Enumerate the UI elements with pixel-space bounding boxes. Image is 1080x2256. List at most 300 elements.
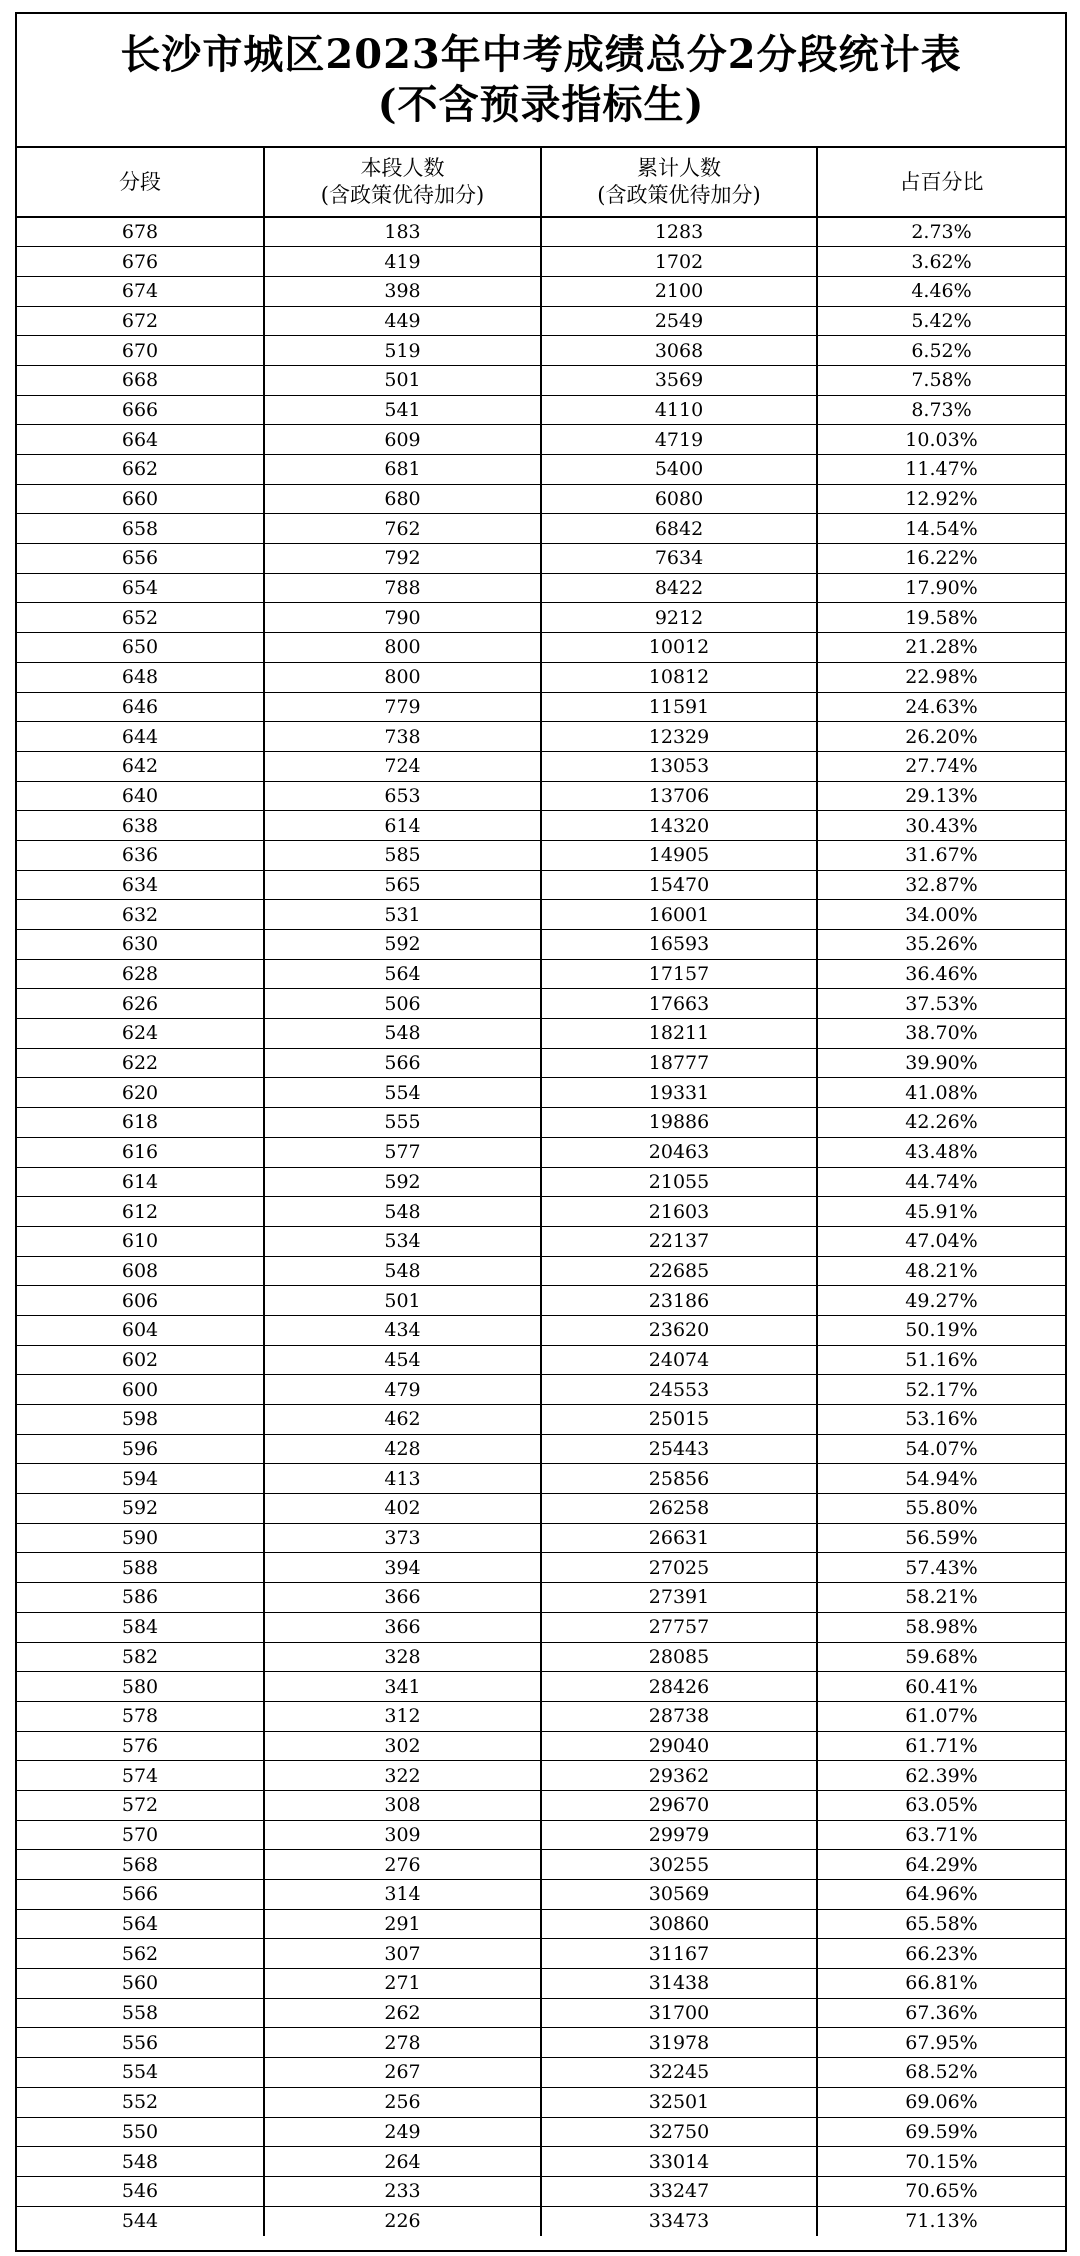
cell-percentage: 4.46% bbox=[817, 276, 1065, 306]
cell-band-count: 402 bbox=[264, 1494, 541, 1524]
cell-score-band: 666 bbox=[17, 395, 264, 425]
cell-cumulative-count: 1702 bbox=[541, 247, 817, 277]
cell-percentage: 61.07% bbox=[817, 1701, 1065, 1731]
cell-percentage: 55.80% bbox=[817, 1494, 1065, 1524]
cell-score-band: 616 bbox=[17, 1137, 264, 1167]
cell-cumulative-count: 20463 bbox=[541, 1137, 817, 1167]
cell-percentage: 8.73% bbox=[817, 395, 1065, 425]
cell-band-count: 267 bbox=[264, 2058, 541, 2088]
cell-band-count: 541 bbox=[264, 395, 541, 425]
cell-score-band: 592 bbox=[17, 1494, 264, 1524]
cell-cumulative-count: 30860 bbox=[541, 1909, 817, 1939]
table-row bbox=[17, 1850, 1065, 1880]
cell-cumulative-count: 25856 bbox=[541, 1464, 817, 1494]
table-row bbox=[17, 1998, 1065, 2028]
cell-percentage: 41.08% bbox=[817, 1078, 1065, 1108]
cell-cumulative-count: 28738 bbox=[541, 1701, 817, 1731]
cell-cumulative-count: 2100 bbox=[541, 276, 817, 306]
table-row bbox=[17, 989, 1065, 1019]
cell-percentage: 69.59% bbox=[817, 2117, 1065, 2147]
cell-percentage: 16.22% bbox=[817, 544, 1065, 574]
table-row bbox=[17, 1464, 1065, 1494]
table-row bbox=[17, 276, 1065, 306]
cell-score-band: 672 bbox=[17, 306, 264, 336]
table-row bbox=[17, 633, 1065, 663]
cell-cumulative-count: 30569 bbox=[541, 1880, 817, 1910]
cell-percentage: 21.28% bbox=[817, 633, 1065, 663]
score-distribution-sheet bbox=[15, 12, 1067, 2252]
cell-cumulative-count: 26631 bbox=[541, 1523, 817, 1553]
cell-cumulative-count: 12329 bbox=[541, 722, 817, 752]
cell-percentage: 43.48% bbox=[817, 1137, 1065, 1167]
cell-band-count: 554 bbox=[264, 1078, 541, 1108]
cell-cumulative-count: 6080 bbox=[541, 484, 817, 514]
cell-score-band: 588 bbox=[17, 1553, 264, 1583]
cell-cumulative-count: 8422 bbox=[541, 573, 817, 603]
header-band-count bbox=[264, 148, 541, 217]
cell-band-count: 309 bbox=[264, 1820, 541, 1850]
cell-cumulative-count: 29040 bbox=[541, 1731, 817, 1761]
cell-cumulative-count: 3068 bbox=[541, 336, 817, 366]
cell-score-band: 612 bbox=[17, 1197, 264, 1227]
cell-cumulative-count: 10012 bbox=[541, 633, 817, 663]
cell-score-band: 620 bbox=[17, 1078, 264, 1108]
cell-score-band: 574 bbox=[17, 1761, 264, 1791]
table-row bbox=[17, 2087, 1065, 2117]
cell-percentage: 47.04% bbox=[817, 1226, 1065, 1256]
cell-band-count: 501 bbox=[264, 365, 541, 395]
table-row bbox=[17, 544, 1065, 574]
cell-cumulative-count: 30255 bbox=[541, 1850, 817, 1880]
cell-cumulative-count: 22685 bbox=[541, 1256, 817, 1286]
cell-score-band: 648 bbox=[17, 662, 264, 692]
table-row bbox=[17, 1405, 1065, 1435]
table-row bbox=[17, 1761, 1065, 1791]
cell-percentage: 36.46% bbox=[817, 959, 1065, 989]
cell-score-band: 590 bbox=[17, 1523, 264, 1553]
cell-score-band: 546 bbox=[17, 2176, 264, 2206]
cell-band-count: 792 bbox=[264, 544, 541, 574]
cell-percentage: 54.07% bbox=[817, 1434, 1065, 1464]
cell-percentage: 3.62% bbox=[817, 247, 1065, 277]
table-row bbox=[17, 1494, 1065, 1524]
cell-score-band: 596 bbox=[17, 1434, 264, 1464]
cell-percentage: 64.29% bbox=[817, 1850, 1065, 1880]
cell-percentage: 60.41% bbox=[817, 1672, 1065, 1702]
table-row bbox=[17, 573, 1065, 603]
cell-band-count: 341 bbox=[264, 1672, 541, 1702]
cell-cumulative-count: 26258 bbox=[541, 1494, 817, 1524]
cell-percentage: 35.26% bbox=[817, 930, 1065, 960]
cell-score-band: 560 bbox=[17, 1969, 264, 1999]
cell-cumulative-count: 22137 bbox=[541, 1226, 817, 1256]
cell-cumulative-count: 10812 bbox=[541, 662, 817, 692]
cell-percentage: 14.54% bbox=[817, 514, 1065, 544]
cell-cumulative-count: 31700 bbox=[541, 1998, 817, 2028]
cell-percentage: 67.95% bbox=[817, 2028, 1065, 2058]
cell-band-count: 788 bbox=[264, 573, 541, 603]
cell-score-band: 610 bbox=[17, 1226, 264, 1256]
table-row bbox=[17, 840, 1065, 870]
cell-score-band: 630 bbox=[17, 930, 264, 960]
cell-cumulative-count: 18211 bbox=[541, 1019, 817, 1049]
cell-score-band: 678 bbox=[17, 217, 264, 247]
header-score-band: 分段 bbox=[17, 148, 264, 217]
cell-cumulative-count: 15470 bbox=[541, 870, 817, 900]
cell-cumulative-count: 21603 bbox=[541, 1197, 817, 1227]
cell-score-band: 626 bbox=[17, 989, 264, 1019]
cell-band-count: 531 bbox=[264, 900, 541, 930]
cell-percentage: 32.87% bbox=[817, 870, 1065, 900]
cell-band-count: 256 bbox=[264, 2087, 541, 2117]
cell-score-band: 554 bbox=[17, 2058, 264, 2088]
table-row bbox=[17, 1969, 1065, 1999]
cell-band-count: 394 bbox=[264, 1553, 541, 1583]
cell-score-band: 604 bbox=[17, 1315, 264, 1345]
cell-percentage: 71.13% bbox=[905, 2210, 978, 2233]
cell-cumulative-count: 16593 bbox=[541, 930, 817, 960]
cell-score-band: 642 bbox=[17, 751, 264, 781]
cell-score-band: 664 bbox=[17, 425, 264, 455]
cell-band-count: 262 bbox=[264, 1998, 541, 2028]
table-row bbox=[17, 1790, 1065, 1820]
table-row bbox=[17, 692, 1065, 722]
cell-band-count: 548 bbox=[264, 1019, 541, 1049]
table-row bbox=[17, 1345, 1065, 1375]
cell-percentage: 12.92% bbox=[817, 484, 1065, 514]
cell-score-band: 568 bbox=[17, 1850, 264, 1880]
cell-band-count: 428 bbox=[264, 1434, 541, 1464]
cell-cumulative-count: 17157 bbox=[541, 959, 817, 989]
cell-percentage: 51.16% bbox=[817, 1345, 1065, 1375]
table-row bbox=[17, 306, 1065, 336]
table-row bbox=[17, 365, 1065, 395]
cell-cumulative-count: 1283 bbox=[541, 217, 817, 247]
table-row bbox=[17, 751, 1065, 781]
cell-band-count: 291 bbox=[264, 1909, 541, 1939]
cell-percentage: 70.65% bbox=[817, 2176, 1065, 2206]
table-row bbox=[17, 1019, 1065, 1049]
cell-cumulative-count: 16001 bbox=[541, 900, 817, 930]
cell-band-count: 314 bbox=[264, 1880, 541, 1910]
cell-score-band: 634 bbox=[17, 870, 264, 900]
cell-score-band: 556 bbox=[17, 2028, 264, 2058]
cell-band-count: 434 bbox=[264, 1315, 541, 1345]
cell-band-count: 800 bbox=[264, 633, 541, 663]
cell-cumulative-count: 31167 bbox=[541, 1939, 817, 1969]
cell-cumulative-count: 13053 bbox=[541, 751, 817, 781]
cell-cumulative-count: 17663 bbox=[541, 989, 817, 1019]
cell-percentage: 59.68% bbox=[817, 1642, 1065, 1672]
cell-score-band: 548 bbox=[17, 2147, 264, 2177]
table-row bbox=[17, 2206, 1065, 2236]
cell-score-band: 558 bbox=[17, 1998, 264, 2028]
cell-band-count: 566 bbox=[264, 1048, 541, 1078]
cell-cumulative-count: 14320 bbox=[541, 811, 817, 841]
cell-cumulative-count: 18777 bbox=[541, 1048, 817, 1078]
table-row bbox=[17, 1167, 1065, 1197]
table-row bbox=[17, 1048, 1065, 1078]
table-row bbox=[17, 395, 1065, 425]
cell-score-band: 662 bbox=[17, 455, 264, 485]
cell-score-band: 578 bbox=[17, 1701, 264, 1731]
cell-cumulative-count: 31978 bbox=[541, 2028, 817, 2058]
table-row bbox=[17, 217, 1065, 247]
table-row bbox=[17, 2117, 1065, 2147]
cell-band-count: 226 bbox=[264, 2206, 541, 2236]
table-row bbox=[17, 455, 1065, 485]
cell-score-band: 632 bbox=[17, 900, 264, 930]
cell-band-count: 449 bbox=[264, 306, 541, 336]
table-row bbox=[17, 1108, 1065, 1138]
cell-percentage: 53.16% bbox=[817, 1405, 1065, 1435]
cell-percentage: 50.19% bbox=[817, 1315, 1065, 1345]
cell-band-count: 373 bbox=[264, 1523, 541, 1553]
cell-cumulative-count: 7634 bbox=[541, 544, 817, 574]
cell-band-count: 454 bbox=[264, 1345, 541, 1375]
cell-band-count: 308 bbox=[264, 1790, 541, 1820]
cell-cumulative-count: 24074 bbox=[541, 1345, 817, 1375]
table-row bbox=[17, 870, 1065, 900]
cell-percentage: 7.58% bbox=[817, 365, 1065, 395]
cell-score-band: 640 bbox=[17, 781, 264, 811]
cell-percentage: 10.03% bbox=[817, 425, 1065, 455]
table-row bbox=[17, 1880, 1065, 1910]
table-row bbox=[17, 1523, 1065, 1553]
cell-score-band: 656 bbox=[17, 544, 264, 574]
cell-score-band: 622 bbox=[17, 1048, 264, 1078]
cell-band-count: 592 bbox=[264, 1167, 541, 1197]
cell-cumulative-count: 13706 bbox=[541, 781, 817, 811]
table-row bbox=[17, 2176, 1065, 2206]
cell-band-count: 312 bbox=[264, 1701, 541, 1731]
cell-percentage: 38.70% bbox=[817, 1019, 1065, 1049]
cell-percentage: 37.53% bbox=[817, 989, 1065, 1019]
table-row bbox=[17, 1612, 1065, 1642]
cell-percentage: 65.58% bbox=[817, 1909, 1065, 1939]
cell-score-band: 552 bbox=[17, 2087, 264, 2117]
cell-score-band: 584 bbox=[17, 1612, 264, 1642]
cell-percentage: 66.23% bbox=[817, 1939, 1065, 1969]
cell-band-count: 322 bbox=[264, 1761, 541, 1791]
table-row bbox=[17, 1197, 1065, 1227]
cell-percentage: 17.90% bbox=[817, 573, 1065, 603]
cell-percentage: 2.73% bbox=[817, 217, 1065, 247]
table-row bbox=[17, 1939, 1065, 1969]
cell-score-band: 550 bbox=[17, 2117, 264, 2147]
cell-band-count: 790 bbox=[264, 603, 541, 633]
cell-band-count: 479 bbox=[264, 1375, 541, 1405]
cell-band-count: 366 bbox=[264, 1612, 541, 1642]
cell-percentage: 58.21% bbox=[817, 1583, 1065, 1613]
table-row bbox=[17, 1553, 1065, 1583]
cell-band-count: 249 bbox=[264, 2117, 541, 2147]
cell-percentage: 67.36% bbox=[817, 1998, 1065, 2028]
cell-band-count: 366 bbox=[264, 1583, 541, 1613]
cell-percentage: 30.43% bbox=[817, 811, 1065, 841]
cell-cumulative-count: 28085 bbox=[541, 1642, 817, 1672]
score-table bbox=[17, 148, 1065, 2236]
table-row bbox=[17, 1583, 1065, 1613]
cell-percentage: 44.74% bbox=[817, 1167, 1065, 1197]
table-row bbox=[17, 1137, 1065, 1167]
header-cumulative-count-label: 累计人数 bbox=[637, 156, 721, 180]
cell-band-count: 564 bbox=[264, 959, 541, 989]
cell-band-count: 548 bbox=[264, 1256, 541, 1286]
cell-percentage: 19.58% bbox=[817, 603, 1065, 633]
table-row bbox=[17, 484, 1065, 514]
cell-score-band: 670 bbox=[17, 336, 264, 366]
header-cumulative-count-note: (含政策优待加分) bbox=[597, 183, 761, 207]
cell-cumulative-count: 32750 bbox=[541, 2117, 817, 2147]
cell-score-band: 676 bbox=[17, 247, 264, 277]
cell-percentage: 29.13% bbox=[817, 781, 1065, 811]
cell-band-count: 577 bbox=[264, 1137, 541, 1167]
cell-percentage: 34.00% bbox=[817, 900, 1065, 930]
cell-band-count: 565 bbox=[264, 870, 541, 900]
cell-score-band: 562 bbox=[17, 1939, 264, 1969]
header-band-count-label: 本段人数 bbox=[360, 156, 445, 180]
cell-band-count: 233 bbox=[264, 2176, 541, 2206]
cell-score-band: 614 bbox=[17, 1167, 264, 1197]
cell-band-count: 183 bbox=[264, 217, 541, 247]
cell-score-band: 658 bbox=[17, 514, 264, 544]
cell-cumulative-count: 5400 bbox=[541, 455, 817, 485]
cell-band-count: 585 bbox=[264, 840, 541, 870]
table-row bbox=[17, 900, 1065, 930]
page-title: 长沙市城区2023年中考成绩总分2分段统计表 bbox=[120, 31, 962, 78]
table-header-row bbox=[17, 148, 1065, 217]
cell-percentage: 69.06% bbox=[817, 2087, 1065, 2117]
cell-percentage: 63.71% bbox=[817, 1820, 1065, 1850]
cell-percentage: 42.26% bbox=[817, 1108, 1065, 1138]
cell-cumulative-count: 31438 bbox=[541, 1969, 817, 1999]
cell-band-count: 278 bbox=[264, 2028, 541, 2058]
cell-score-band: 582 bbox=[17, 1642, 264, 1672]
table-row bbox=[17, 1642, 1065, 1672]
cell-cumulative-count: 2549 bbox=[541, 306, 817, 336]
cell-band-count: 555 bbox=[264, 1108, 541, 1138]
cell-score-band: 598 bbox=[17, 1405, 264, 1435]
cell-band-count: 264 bbox=[264, 2147, 541, 2177]
cell-percentage: 56.59% bbox=[817, 1523, 1065, 1553]
table-row bbox=[17, 2028, 1065, 2058]
title-block bbox=[17, 14, 1065, 148]
cell-band-count: 398 bbox=[264, 276, 541, 306]
cell-score-band: 674 bbox=[17, 276, 264, 306]
table-row bbox=[17, 959, 1065, 989]
cell-score-band: 646 bbox=[17, 692, 264, 722]
cell-score-band: 600 bbox=[17, 1375, 264, 1405]
table-row bbox=[17, 1286, 1065, 1316]
cell-percentage: 49.27% bbox=[817, 1286, 1065, 1316]
cell-band-count: 738 bbox=[264, 722, 541, 752]
table-row bbox=[17, 930, 1065, 960]
cell-band-count: 592 bbox=[264, 930, 541, 960]
cell-band-count: 307 bbox=[264, 1939, 541, 1969]
table-row bbox=[17, 811, 1065, 841]
table-row bbox=[17, 1226, 1065, 1256]
table-row bbox=[17, 1701, 1065, 1731]
cell-score-band: 608 bbox=[17, 1256, 264, 1286]
cell-score-band: 572 bbox=[17, 1790, 264, 1820]
cell-band-count: 519 bbox=[264, 336, 541, 366]
cell-percentage: 58.98% bbox=[817, 1612, 1065, 1642]
cell-cumulative-count: 32501 bbox=[541, 2087, 817, 2117]
cell-score-band: 570 bbox=[17, 1820, 264, 1850]
cell-cumulative-count: 11591 bbox=[541, 692, 817, 722]
cell-score-band: 628 bbox=[17, 959, 264, 989]
cell-band-count: 681 bbox=[264, 455, 541, 485]
cell-band-count: 680 bbox=[264, 484, 541, 514]
cell-cumulative-count: 6842 bbox=[541, 514, 817, 544]
cell-band-count: 779 bbox=[264, 692, 541, 722]
cell-band-count: 614 bbox=[264, 811, 541, 841]
cell-band-count: 462 bbox=[264, 1405, 541, 1435]
cell-percentage: 57.43% bbox=[817, 1553, 1065, 1583]
cell-band-count: 506 bbox=[264, 989, 541, 1019]
cell-cumulative-count: 24553 bbox=[541, 1375, 817, 1405]
page-subtitle: (不含预录指标生) bbox=[377, 81, 705, 128]
cell-score-band: 602 bbox=[17, 1345, 264, 1375]
table-row bbox=[17, 336, 1065, 366]
cell-percentage: 45.91% bbox=[817, 1197, 1065, 1227]
cell-cumulative-count: 19331 bbox=[541, 1078, 817, 1108]
cell-band-count: 413 bbox=[264, 1464, 541, 1494]
table-row bbox=[17, 514, 1065, 544]
header-cumulative-count bbox=[541, 148, 817, 217]
cell-percentage: 22.98% bbox=[817, 662, 1065, 692]
cell-score-band: 624 bbox=[17, 1019, 264, 1049]
cell-score-band: 580 bbox=[17, 1672, 264, 1702]
cell-cumulative-count: 29979 bbox=[541, 1820, 817, 1850]
cell-percentage: 11.47% bbox=[817, 455, 1065, 485]
cell-cumulative-count: 29670 bbox=[541, 1790, 817, 1820]
table-row bbox=[17, 1315, 1065, 1345]
cell-band-count: 548 bbox=[264, 1197, 541, 1227]
cell-cumulative-count: 4110 bbox=[541, 395, 817, 425]
table-row bbox=[17, 1434, 1065, 1464]
cell-percentage: 52.17% bbox=[817, 1375, 1065, 1405]
cell-cumulative-count: 23620 bbox=[541, 1315, 817, 1345]
cell-cumulative-count: 19886 bbox=[541, 1108, 817, 1138]
table-row bbox=[17, 1672, 1065, 1702]
cell-score-band: 654 bbox=[17, 573, 264, 603]
cell-score-band: 638 bbox=[17, 811, 264, 841]
cell-band-count: 276 bbox=[264, 1850, 541, 1880]
cell-band-count: 800 bbox=[264, 662, 541, 692]
cell-cumulative-count: 14905 bbox=[541, 840, 817, 870]
cell-percentage: 27.74% bbox=[817, 751, 1065, 781]
cell-score-band: 566 bbox=[17, 1880, 264, 1910]
cell-cumulative-count: 28426 bbox=[541, 1672, 817, 1702]
cell-percentage: 6.52% bbox=[817, 336, 1065, 366]
cell-percentage: 48.21% bbox=[817, 1256, 1065, 1286]
table-row bbox=[17, 1375, 1065, 1405]
table-row bbox=[17, 603, 1065, 633]
cell-percentage: 24.63% bbox=[817, 692, 1065, 722]
cell-percentage: 63.05% bbox=[817, 1790, 1065, 1820]
cell-cumulative-count: 27757 bbox=[541, 1612, 817, 1642]
cell-band-count: 328 bbox=[264, 1642, 541, 1672]
cell-score-band: 594 bbox=[17, 1464, 264, 1494]
table-row bbox=[17, 1909, 1065, 1939]
cell-cumulative-count: 23186 bbox=[541, 1286, 817, 1316]
cell-cumulative-count: 29362 bbox=[541, 1761, 817, 1791]
cell-cumulative-count: 4719 bbox=[541, 425, 817, 455]
cell-cumulative-count: 32245 bbox=[541, 2058, 817, 2088]
cell-percentage: 68.52% bbox=[817, 2058, 1065, 2088]
